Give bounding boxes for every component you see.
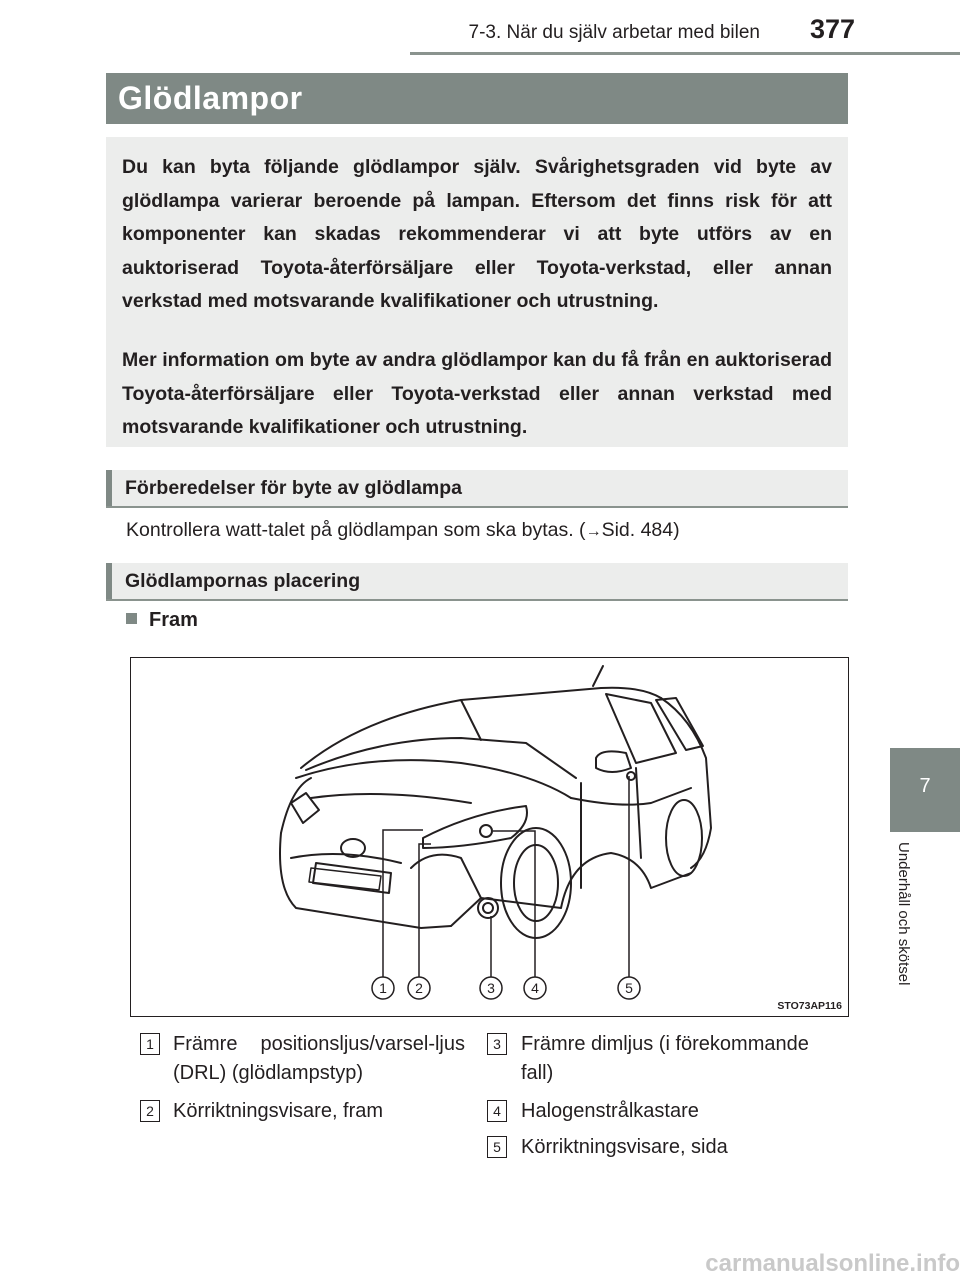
callout-2: 2 bbox=[415, 980, 423, 996]
legend-text-5: Körriktningsvisare, sida bbox=[521, 1136, 728, 1158]
legend-number-3: 3 bbox=[487, 1033, 507, 1055]
car-drawing bbox=[131, 658, 848, 1016]
section-marker bbox=[106, 563, 112, 599]
page-reference-link[interactable]: Sid. 484) bbox=[601, 519, 680, 541]
legend-number-5: 5 bbox=[487, 1136, 507, 1158]
preparation-text bbox=[126, 519, 680, 542]
watermark: carmanualsonline.info bbox=[705, 1250, 960, 1277]
page-number: 377 bbox=[810, 14, 856, 44]
section-heading-text: Glödlampornas placering bbox=[125, 570, 361, 592]
section-heading-preparation bbox=[106, 470, 848, 508]
callout-1: 1 bbox=[379, 980, 387, 996]
chapter-tab-number: 7 bbox=[919, 775, 931, 797]
chapter-tab-label-text: Underhåll och skötsel bbox=[895, 842, 912, 986]
section-heading-text: Förberedelser för byte av glödlampa bbox=[125, 477, 463, 499]
square-bullet-icon bbox=[126, 613, 137, 624]
intro-paragraph-2: Mer information om byte av andra glödlampor kan du få från en auktoriserad Toyota-återförsäljare eller Toyota-verkstad eller annan verkstad med motsvarande kvalifikationer och utrustning. bbox=[122, 349, 832, 438]
callout-3: 3 bbox=[487, 980, 495, 996]
legend-text-4: Halogenstrålkastare bbox=[521, 1100, 699, 1122]
legend-number-2: 2 bbox=[140, 1100, 160, 1122]
chapter-header: 7-3. När du själv arbetar med bilen bbox=[468, 22, 760, 43]
subheading-front-text: Fram bbox=[149, 609, 198, 631]
chapter-tab[interactable] bbox=[890, 748, 960, 832]
legend-number-4: 4 bbox=[487, 1100, 507, 1122]
legend-number-1: 1 bbox=[140, 1033, 160, 1055]
section-heading-placement bbox=[106, 563, 848, 601]
legend-text-3: Främre dimljus (i förekommande fall) bbox=[521, 1033, 809, 1084]
page-title-bar bbox=[106, 73, 848, 124]
car-front-illustration bbox=[130, 657, 849, 1017]
intro-paragraph-1: Du kan byta följande glödlampor själv. Svårighetsgraden vid byte av glödlampa varierar beroende på lampan. Eftersom det finns risk för att komponenter kan skadas rekommenderar vi att byte utförs av en auktoriserad Toyota-återförsäljare eller Toyota-verkstad, eller annan verkstad med motsvarande kvalifikationer och utrustning. bbox=[122, 156, 832, 312]
chapter-tab-label bbox=[895, 842, 915, 1042]
legend-text-1: Främre positionsljus/varsel-ljus (DRL) (glödlampstyp) bbox=[173, 1033, 465, 1084]
header-rule bbox=[410, 52, 960, 55]
legend-text-2: Körriktningsvisare, fram bbox=[173, 1100, 384, 1122]
page-title: Glödlampor bbox=[118, 80, 303, 116]
subheading-front bbox=[126, 609, 198, 632]
section-marker bbox=[106, 470, 112, 506]
preparation-text-main: Kontrollera watt-talet på glödlampan som ska bytas. ( bbox=[126, 519, 586, 541]
callout-5: 5 bbox=[625, 980, 633, 996]
page-ref-arrow-icon: → bbox=[585, 523, 602, 540]
callout-4: 4 bbox=[531, 980, 539, 996]
figure-id: STO73AP116 bbox=[777, 1000, 842, 1012]
intro-box bbox=[106, 137, 848, 447]
